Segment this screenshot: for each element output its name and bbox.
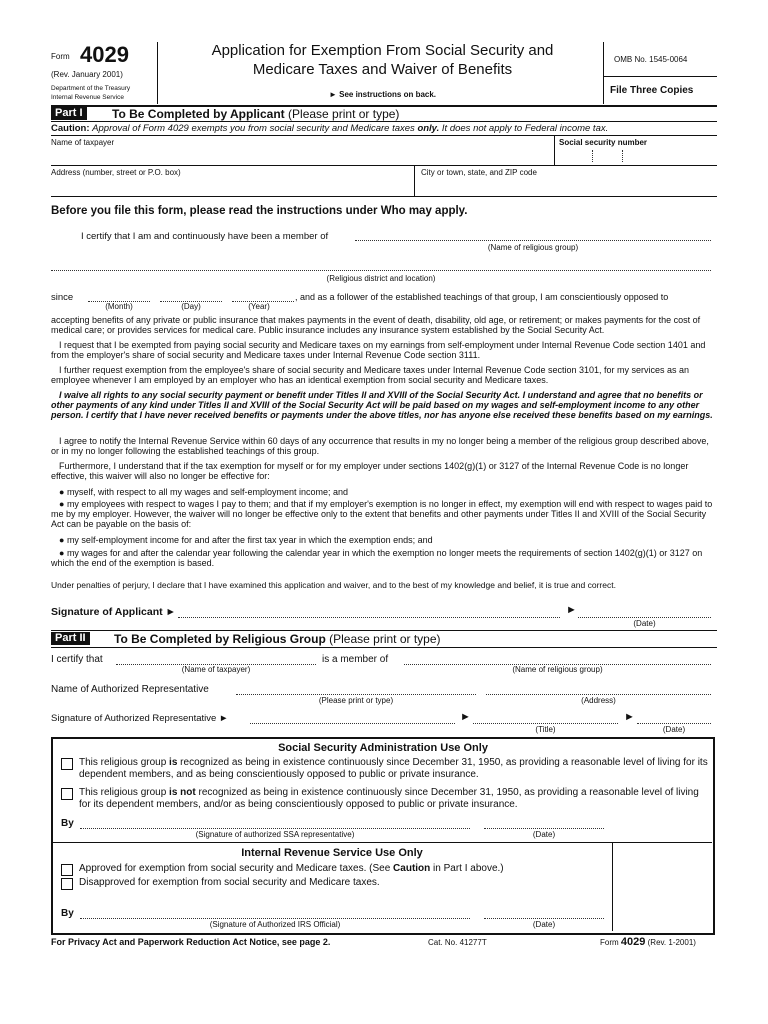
ssa-heading: Social Security Administration Use Only (278, 742, 488, 754)
year-caption: (Year) (248, 302, 270, 311)
dept-line-2: Internal Revenue Service (51, 94, 124, 101)
bullet-4: ● my wages for and after the calendar year following the calendar year in which the exemption no longer meets the requirements of section 1402(g)(1) or 3127 on which the end of the exemption is based. (51, 548, 703, 568)
dept-line-1: Department of the Treasury (51, 85, 131, 92)
city-field[interactable] (418, 177, 716, 195)
paragraph-4-waiver: I waive all rights to any social security payment or benefit under Titles II and XVIII of the Social Security Act. I understand and agree that no benefits or other payments of any kind under Titles II and XVIII of the Social Security Act will be paid based on my wages and self-employment income to any other person. I certify that I have never received benefits or payments under the above titles, nor has anyone else received these benefits based on my earnings. (51, 390, 713, 420)
see-instructions: ► See instructions on back. (328, 90, 437, 99)
bullet-2-text: my employees with respect to wages I pay to them; and that if my employer's exemption is no longer in effect, my exemption will end with respect to wages paid to me by my employer. However, the waiver will no longer be effective only to the extent that benefits and other payments under Titles II and XVIII of the Social Security Act can be payable on the basis of: (51, 499, 713, 529)
rep-date-field[interactable] (637, 723, 711, 724)
footer-form-id (600, 936, 696, 948)
ssa-signature-caption: (Signature of authorized SSA representative) (195, 830, 355, 839)
ssn-field[interactable] (556, 148, 716, 164)
ssa-option-1-b: recognized as being in existence continuously since December 31, 1950, as providing a reasonable level of living for its dependent members, and as being conscientiously opposed to public or private insurance. (79, 757, 708, 780)
footer-form-number: 4029 (620, 936, 646, 948)
irs-date-caption: (Date) (532, 920, 556, 929)
ssa-option-2 (79, 787, 709, 811)
part-2-title-note: (Please print or type) (329, 632, 441, 646)
irs-approved-a: Approved for exemption from social security and Medicare taxes. (See (79, 863, 391, 874)
ssa-option-2-b: recognized as being in existence continuously since December 31, 1950, as providing a reasonable level of living for its dependent members, and/or as being conscientiously opposed to public or private insurance. (79, 787, 699, 810)
rep-address-caption: (Address) (581, 696, 616, 705)
perjury-statement: Under penalties of perjury, I declare that I have examined this application and waiver, and to the best of my knowledge and belief, it is true and correct. (51, 580, 616, 590)
bullet-1-text: myself, with respect to all my wages and self-employment income; and (66, 487, 349, 497)
rep-date-arrow: ► (624, 711, 635, 723)
ssa-option-2-a: This religious group (79, 787, 167, 798)
form-label: Form (51, 52, 70, 61)
rep-title-arrow: ► (460, 711, 471, 723)
caution-text: Approval of Form 4029 exempts you from social security and Medicare taxes (92, 123, 415, 134)
ssa-option-2-isnot: is not (169, 787, 196, 798)
bullet-2: ● my employees with respect to wages I pay to them; and that if my employer's exemption is no longer in effect, my exemption will end with respect to wages paid to me by my employer. However, the waiver will no longer be effective only to the extent that benefits and other payments under Titles II and XVIII of the Social Security Act can be payable on the basis of: (51, 499, 713, 529)
before-you-file: Before you file this form, please read the instructions under Who may apply. (51, 205, 468, 217)
caution-rest: It does not apply to Federal income tax. (441, 123, 609, 134)
since-label: since (51, 292, 74, 303)
irs-disapproved-text: Disapproved for exemption from social security and Medicare taxes. (79, 877, 380, 888)
address-field[interactable] (51, 177, 411, 195)
part-1-title (112, 107, 399, 121)
ssa-date-field[interactable] (484, 828, 604, 829)
ssa-by-label: By (61, 818, 74, 829)
irs-signature-field[interactable] (80, 918, 470, 919)
bullet-3: ● my self-employment income for and after the first tax year in which the exemption ends; and (59, 535, 433, 545)
caution-only: only. (417, 123, 440, 134)
city-label: City or town, state, and ZIP code (421, 168, 537, 177)
rep-signature-label: Signature of Authorized Representative ► (51, 713, 229, 724)
privacy-notice: For Privacy Act and Paperwork Reduction Act Notice, see page 2. (51, 937, 331, 947)
religious-district-caption: (Religious district and location) (326, 274, 436, 283)
irs-by-label: By (61, 908, 74, 919)
paragraph-3: I further request exemption from the employee's share of social security and Medicare taxes under Internal Revenue Code section 3101, for my services as an employee whenever I am employed by an employer who has an identical exemption from social security and Medicare taxes. (51, 365, 690, 385)
part-2-is-member: is a member of (322, 654, 389, 665)
rep-title-caption: (Title) (535, 725, 556, 734)
ssa-date-caption: (Date) (532, 830, 556, 839)
paragraph-1: accepting benefits of any private or public insurance that makes payments in the event of death, disability, old age, or retirement; or makes payments for the cost of medical care; or provides services for medical care. Public insurance includes any insurance system established by the Social Security Act. (51, 315, 701, 335)
ssa-is-recognized-checkbox[interactable] (61, 758, 73, 770)
part-2-title (114, 632, 441, 646)
paragraph-2: I request that I be exempted from paying social security and Medicare taxes on my earnings from self-employment under Internal Revenue Code section 1401 and from the employer's share of social security and Medicare taxes under Internal Revenue Code section 3111. (51, 340, 706, 360)
part-2-certify: I certify that (51, 654, 103, 665)
rep-name-field[interactable] (236, 694, 476, 695)
religious-district-field[interactable] (51, 270, 711, 271)
rep-title-field[interactable] (473, 723, 618, 724)
rep-date-caption: (Date) (662, 725, 686, 734)
bullet-3-text: my self-employment income for and after the first tax year in which the exemption ends; and (66, 535, 433, 545)
signature-of-applicant-label: Signature of Applicant ► (51, 606, 176, 618)
form-revision: (Rev. January 2001) (51, 70, 123, 79)
month-caption: (Month) (105, 302, 133, 311)
caution-line (51, 123, 608, 134)
religious-group-field[interactable] (355, 240, 711, 241)
name-of-taxpayer-field[interactable] (51, 146, 551, 164)
form-title-line-2: Medicare Taxes and Waiver of Benefits (252, 61, 513, 78)
irs-signature-caption: (Signature of Authorized IRS Official) (209, 920, 341, 929)
omb-number: OMB No. 1545-0064 (614, 55, 688, 64)
certify-text: I certify that I am and continuously have been a member of (81, 231, 329, 242)
paragraph-6: Furthermore, I understand that if the tax exemption for myself or for my employer under sections 1402(g)(1) or 3127 of the Internal Revenue Code is no longer effective, this waiver will also no longer be effective for: (51, 461, 689, 481)
ssn-label: Social security number (559, 138, 648, 147)
caution-label: Caution: (51, 123, 90, 134)
religious-group-caption: (Name of religious group) (487, 243, 579, 252)
part-2-title-text: To Be Completed by Religious Group (114, 632, 326, 646)
rep-name-label: Name of Authorized Representative (51, 684, 209, 695)
since-rest: , and as a follower of the established teachings of that group, I am conscientiously opposed to (295, 292, 669, 302)
ssa-option-1-is: is (169, 757, 178, 768)
irs-approved-b: in Part I above.) (433, 863, 504, 874)
part-2-label: Part II (51, 632, 90, 645)
part-1-label: Part I (51, 107, 87, 120)
form-number: 4029 (80, 42, 129, 67)
address-label: Address (number, street or P.O. box) (51, 168, 181, 177)
ssa-option-1 (79, 757, 709, 781)
irs-disapproved-checkbox[interactable] (61, 878, 73, 890)
bullet-1: ● myself, with respect to all my wages and self-employment income; and (59, 487, 349, 497)
part-1-title-text: To Be Completed by Applicant (112, 107, 285, 121)
bullet-4-text: my wages for and after the calendar year following the calendar year in which the exemption no longer meets the requirements of section 1402(g)(1) or 3127 on which the end of the exemption is based. (51, 548, 703, 568)
applicant-date-field[interactable] (578, 617, 711, 618)
irs-date-field[interactable] (484, 918, 604, 919)
rep-name-caption: (Please print or type) (318, 696, 394, 705)
part-2-group-caption: (Name of religious group) (512, 665, 603, 674)
irs-approved-caution: Caution (393, 863, 431, 874)
part-2-taxpayer-caption: (Name of taxpayer) (181, 665, 251, 674)
irs-approved-text (79, 863, 504, 874)
irs-approved-checkbox[interactable] (61, 864, 73, 876)
rep-signature-field[interactable] (250, 723, 455, 724)
catalog-number: Cat. No. 41277T (428, 938, 487, 947)
irs-heading: Internal Revenue Service Use Only (241, 847, 423, 859)
file-three-copies: File Three Copies (610, 85, 694, 96)
ssa-is-not-recognized-checkbox[interactable] (61, 788, 73, 800)
name-of-taxpayer-label: Name of taxpayer (51, 138, 115, 147)
applicant-date-caption: (Date) (633, 619, 656, 628)
ssa-signature-field[interactable] (80, 828, 470, 829)
applicant-signature-field[interactable] (178, 617, 560, 618)
part-1-title-note: (Please print or type) (288, 107, 400, 121)
applicant-date-arrow: ► (566, 604, 577, 616)
footer-form-label: Form (600, 938, 619, 947)
footer-form-rev: (Rev. 1-2001) (647, 938, 696, 947)
rep-address-field[interactable] (486, 694, 711, 695)
paragraph-5: I agree to notify the Internal Revenue Service within 60 days of any occurrence that results in my no longer being a member of the religious group described above, or in my no longer following the established teachings of this group. (51, 436, 709, 456)
ssa-option-1-a: This religious group (79, 757, 167, 768)
form-title-line-1: Application for Exemption From Social Security and (211, 42, 554, 59)
day-caption: (Day) (181, 302, 201, 311)
